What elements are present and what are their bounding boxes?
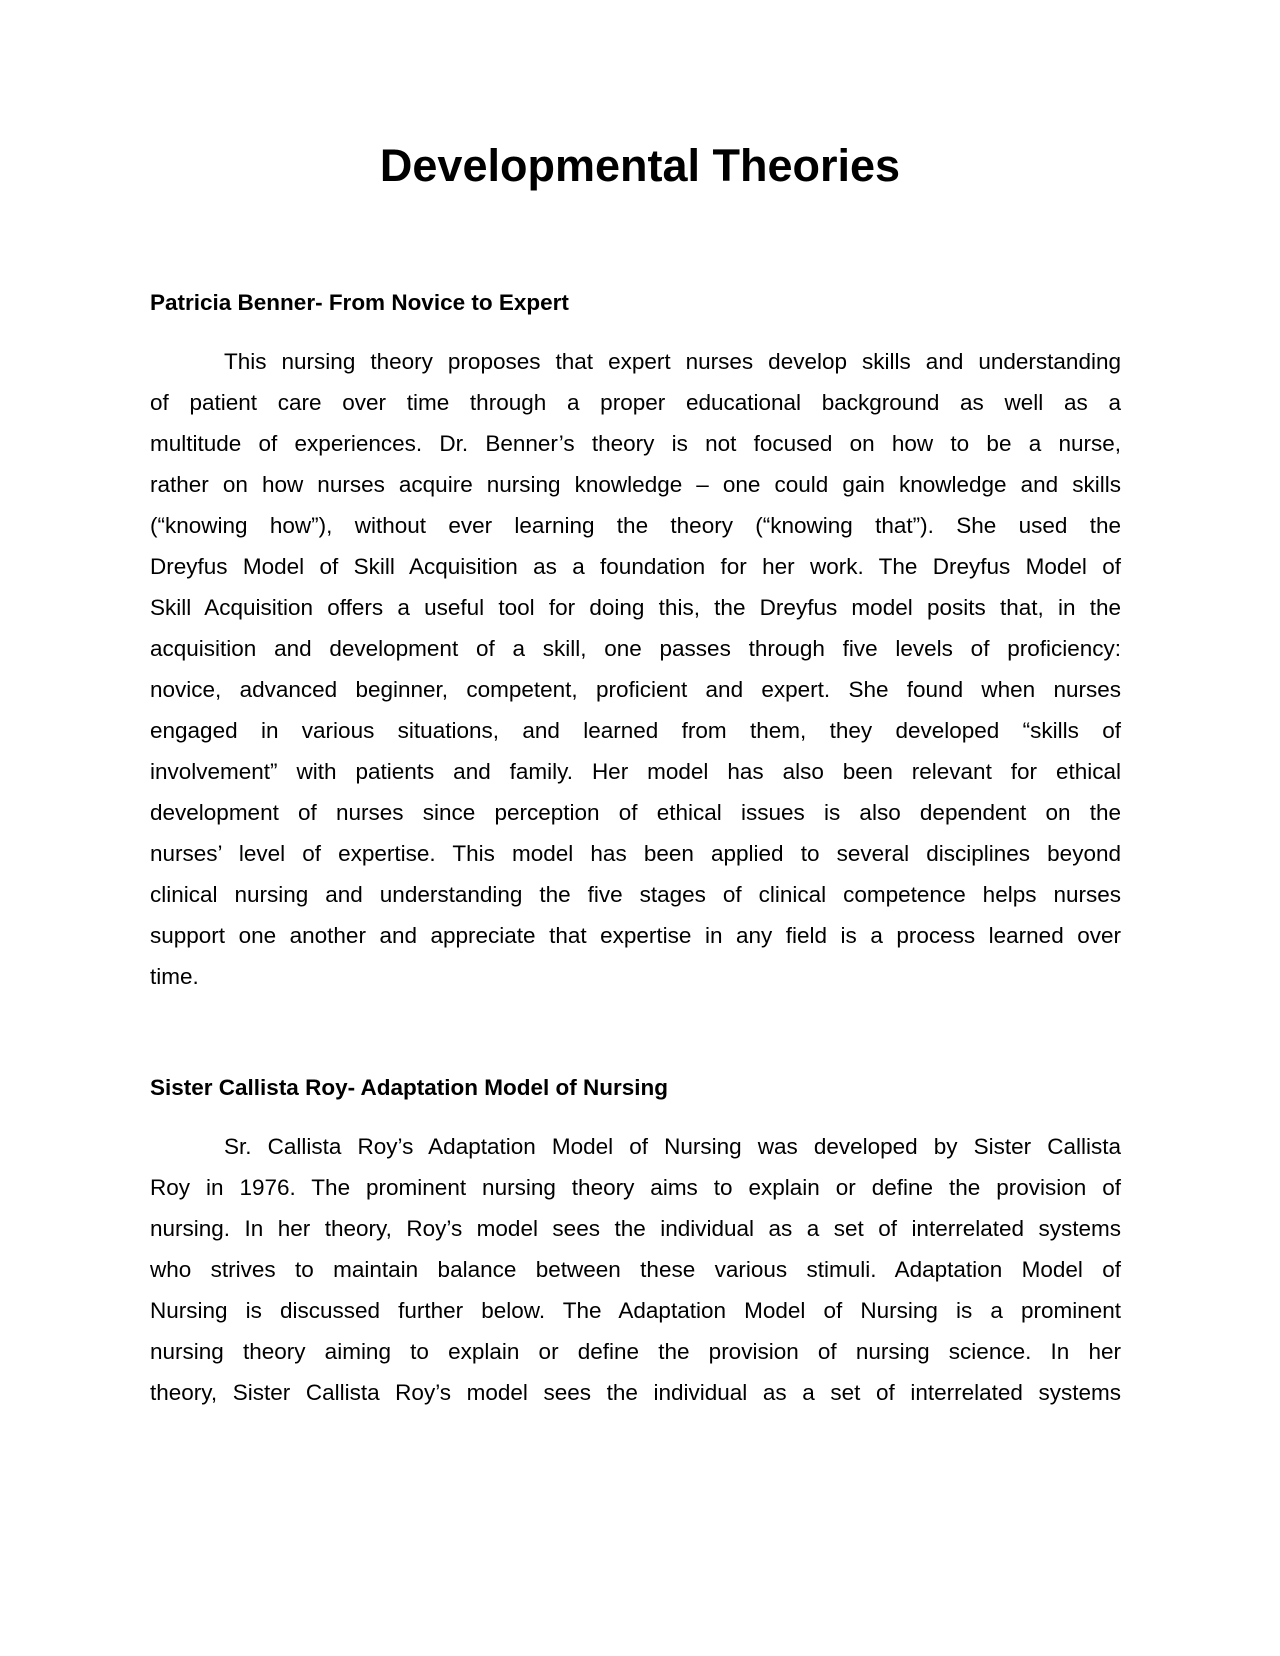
section-heading-roy: Sister Callista Roy- Adaptation Model of Nursing [150, 1075, 668, 1100]
text-line: clinical nursing and understanding the five stages of clinical competence helps nurses [150, 882, 1121, 907]
text-line: development of nurses since perception of ethical issues is also dependent on the [150, 800, 1121, 825]
text-line: nursing. In her theory, Roy’s model sees the individual as a set of interrelated systems [150, 1216, 1121, 1241]
text-line: nursing theory aiming to explain or define the provision of nursing science. In her [150, 1339, 1121, 1364]
text-line: involvement” with patients and family. Her model has also been relevant for ethical [150, 759, 1121, 784]
text-line: Sr. Callista Roy’s Adaptation Model of Nursing was developed by Sister Callista [224, 1134, 1121, 1159]
text-line: Nursing is discussed further below. The Adaptation Model of Nursing is a prominent [150, 1298, 1121, 1323]
text-line: Dreyfus Model of Skill Acquisition as a foundation for her work. The Dreyfus Model of [150, 554, 1121, 579]
text-line: of patient care over time through a proper educational background as well as a [150, 390, 1121, 415]
text-line: (“knowing how”), without ever learning the theory (“knowing that”). She used the [150, 513, 1121, 538]
text-line: acquisition and development of a skill, one passes through five levels of proficiency: [150, 636, 1121, 661]
text-line: Skill Acquisition offers a useful tool for doing this, the Dreyfus model posits that, in the [150, 595, 1121, 620]
text-line: engaged in various situations, and learned from them, they developed “skills of [150, 718, 1121, 743]
text-line: multitude of experiences. Dr. Benner’s theory is not focused on how to be a nurse, [150, 431, 1121, 456]
text-line: theory, Sister Callista Roy’s model sees the individual as a set of interrelated systems [150, 1380, 1121, 1405]
text-line: who strives to maintain balance between these various stimuli. Adaptation Model of [150, 1257, 1121, 1282]
text-line: nurses’ level of expertise. This model has been applied to several disciplines beyond [150, 841, 1121, 866]
document-title: Developmental Theories [379, 140, 901, 191]
paragraph-roy [150, 1126, 1121, 1413]
text-line: Roy in 1976. The prominent nursing theory aims to explain or define the provision of [150, 1175, 1121, 1200]
text-line: time. [150, 964, 199, 989]
text-line: This nursing theory proposes that expert nurses develop skills and understanding [224, 349, 1121, 374]
section-heading-benner: Patricia Benner- From Novice to Expert [150, 290, 569, 315]
text-line: novice, advanced beginner, competent, proficient and expert. She found when nurses [150, 677, 1121, 702]
paragraph-benner [150, 341, 1121, 997]
text-line: support one another and appreciate that expertise in any field is a process learned over [150, 923, 1121, 948]
text-line: rather on how nurses acquire nursing knowledge – one could gain knowledge and skills [150, 472, 1121, 497]
